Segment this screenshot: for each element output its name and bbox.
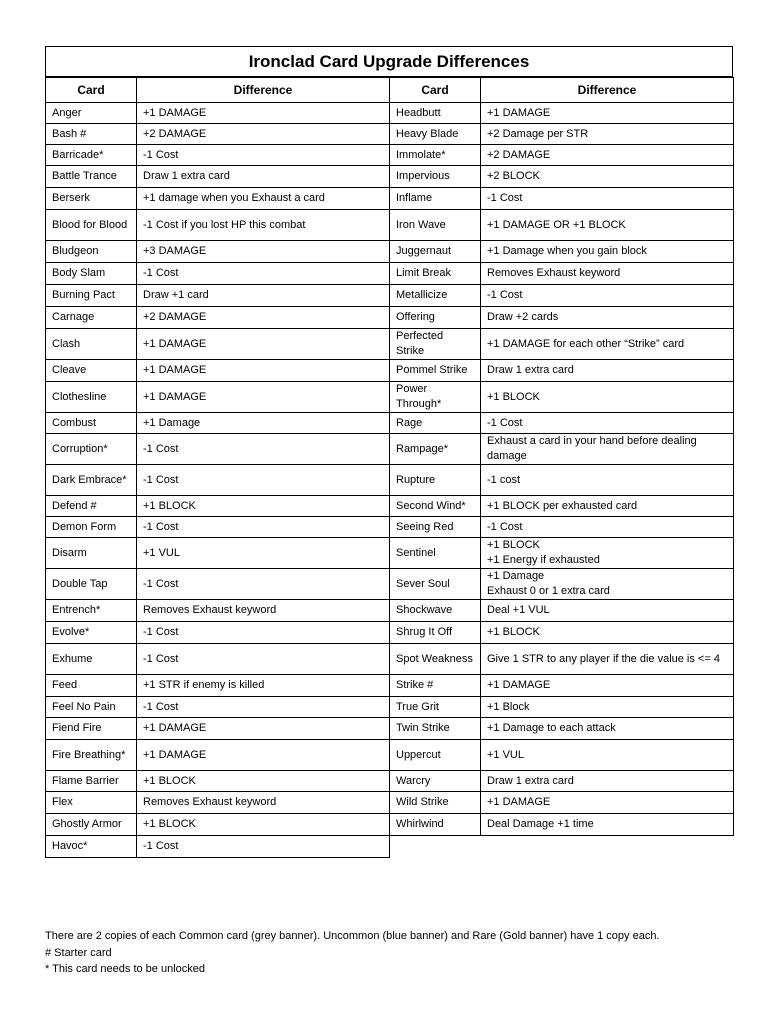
card-name-right: Immolate* — [390, 145, 481, 166]
card-name-right: Seeing Red — [390, 517, 481, 538]
card-difference-left: +1 BLOCK — [137, 771, 390, 792]
card-name-right: True Grit — [390, 697, 481, 718]
table-row — [46, 569, 734, 600]
card-difference-left: +1 VUL — [137, 538, 390, 569]
card-difference-left: Removes Exhaust keyword — [137, 792, 390, 814]
card-name-right: Perfected Strike — [390, 329, 481, 360]
card-name-right: Second Wind* — [390, 496, 481, 517]
card-difference-left: -1 Cost — [137, 622, 390, 644]
table-row — [46, 103, 734, 124]
card-difference-left: +1 STR if enemy is killed — [137, 675, 390, 697]
card-difference-right: +1 VUL — [481, 740, 734, 771]
card-difference-left: +1 damage when you Exhaust a card — [137, 188, 390, 210]
card-name-right: Sever Soul — [390, 569, 481, 600]
card-name-left: Cleave — [46, 360, 137, 382]
card-difference-left: -1 Cost — [137, 644, 390, 675]
card-difference-left: +1 BLOCK — [137, 814, 390, 836]
card-name-left: Carnage — [46, 307, 137, 329]
upgrade-sheet — [45, 46, 733, 858]
card-difference-right: +1 BLOCK — [481, 382, 734, 413]
card-difference-left: -1 Cost — [137, 263, 390, 285]
table-row — [46, 740, 734, 771]
card-difference-left: Draw +1 card — [137, 285, 390, 307]
table-row — [46, 675, 734, 697]
table-row — [46, 465, 734, 496]
card-difference-left: Removes Exhaust keyword — [137, 600, 390, 622]
table-row — [46, 382, 734, 413]
card-name-left: Feed — [46, 675, 137, 697]
card-name-left: Double Tap — [46, 569, 137, 600]
card-difference-left: -1 Cost — [137, 569, 390, 600]
card-difference-right: Draw 1 extra card — [481, 771, 734, 792]
card-difference-right: +1 DAMAGE — [481, 792, 734, 814]
card-name-right: Spot Weakness — [390, 644, 481, 675]
card-difference-left: +1 DAMAGE — [137, 103, 390, 124]
card-difference-right: +2 Damage per STR — [481, 124, 734, 145]
note-starter: # Starter card — [45, 946, 112, 959]
table-row — [46, 697, 734, 718]
card-name-right: Power Through* — [390, 382, 481, 413]
card-difference-left: -1 Cost — [137, 836, 390, 858]
card-difference-left: +1 DAMAGE — [137, 329, 390, 360]
note-unlock: * This card needs to be unlocked — [45, 963, 206, 975]
card-difference-right: -1 Cost — [481, 188, 734, 210]
table-row — [46, 413, 734, 434]
card-name-right: Metallicize — [390, 285, 481, 307]
card-difference-left: +1 Damage — [137, 413, 390, 434]
card-difference-right: Exhaust a card in your hand before dealing damage — [481, 434, 734, 465]
card-difference-right: Deal +1 VUL — [481, 600, 734, 622]
card-name-left: Combust — [46, 413, 137, 434]
card-difference-right: +1 DAMAGE for each other “Strike” card — [481, 329, 734, 360]
card-name-left: Disarm — [46, 538, 137, 569]
table-row — [46, 517, 734, 538]
card-name-left: Blood for Blood — [46, 210, 137, 241]
card-name-left: Feel No Pain — [46, 697, 137, 718]
upgrade-table — [45, 77, 734, 858]
card-name-right: Limit Break — [390, 263, 481, 285]
table-row — [46, 307, 734, 329]
table-row — [46, 538, 734, 569]
card-difference-left: +2 DAMAGE — [137, 124, 390, 145]
card-difference-left: -1 Cost — [137, 465, 390, 496]
header-difference-left: Difference — [137, 78, 390, 103]
table-row — [46, 434, 734, 465]
card-difference-left: Draw 1 extra card — [137, 166, 390, 188]
table-row — [46, 145, 734, 166]
card-name-left: Flex — [46, 792, 137, 814]
empty-cell — [390, 836, 481, 858]
table-row — [46, 836, 734, 858]
card-difference-right: +1 BLOCK — [481, 622, 734, 644]
card-difference-left: +1 BLOCK — [137, 496, 390, 517]
header-difference-right: Difference — [481, 78, 734, 103]
card-difference-right: +1 Damage to each attack — [481, 718, 734, 740]
card-name-left: Exhume — [46, 644, 137, 675]
card-difference-left: -1 Cost — [137, 697, 390, 718]
table-row — [46, 496, 734, 517]
card-name-left: Fiend Fire — [46, 718, 137, 740]
card-difference-right: +1 Damage Exhaust 0 or 1 extra card — [481, 569, 734, 600]
card-name-right: Pommel Strike — [390, 360, 481, 382]
card-name-left: Demon Form — [46, 517, 137, 538]
card-name-right: Rupture — [390, 465, 481, 496]
card-name-left: Barricade* — [46, 145, 137, 166]
card-difference-right: +2 DAMAGE — [481, 145, 734, 166]
empty-cell — [481, 836, 734, 858]
card-name-right: Strike # — [390, 675, 481, 697]
card-name-left: Entrench* — [46, 600, 137, 622]
card-name-left: Evolve* — [46, 622, 137, 644]
header-card-right: Card — [390, 78, 481, 103]
note-copies: There are 2 copies of each Common card (grey banner). Uncommon (blue banner) and Rare (Gold banner) have 1 copy each. — [45, 930, 660, 942]
card-name-left: Clash — [46, 329, 137, 360]
card-name-right: Wild Strike — [390, 792, 481, 814]
card-name-right: Iron Wave — [390, 210, 481, 241]
card-difference-left: +3 DAMAGE — [137, 241, 390, 263]
card-difference-left: -1 Cost if you lost HP this combat — [137, 210, 390, 241]
card-name-left: Dark Embrace* — [46, 465, 137, 496]
card-difference-right: +2 BLOCK — [481, 166, 734, 188]
card-name-left: Havoc* — [46, 836, 137, 858]
card-name-right: Impervious — [390, 166, 481, 188]
card-difference-right: +1 DAMAGE — [481, 675, 734, 697]
table-row — [46, 771, 734, 792]
card-name-left: Ghostly Armor — [46, 814, 137, 836]
table-row — [46, 329, 734, 360]
card-name-right: Juggernaut — [390, 241, 481, 263]
card-difference-left: +2 DAMAGE — [137, 307, 390, 329]
card-name-left: Defend # — [46, 496, 137, 517]
table-row — [46, 241, 734, 263]
card-difference-right: +1 Block — [481, 697, 734, 718]
sheet-title: Ironclad Card Upgrade Differences — [45, 46, 733, 77]
card-name-right: Twin Strike — [390, 718, 481, 740]
card-difference-right: Give 1 STR to any player if the die value is <= 4 — [481, 644, 734, 675]
table-row — [46, 285, 734, 307]
card-difference-left: +1 DAMAGE — [137, 382, 390, 413]
table-row — [46, 792, 734, 814]
card-name-left: Battle Trance — [46, 166, 137, 188]
card-name-left: Burning Pact — [46, 285, 137, 307]
card-difference-left: -1 Cost — [137, 517, 390, 538]
card-name-right: Inflame — [390, 188, 481, 210]
card-name-left: Bash # — [46, 124, 137, 145]
card-name-left: Anger — [46, 103, 137, 124]
card-name-left: Bludgeon — [46, 241, 137, 263]
card-name-left: Flame Barrier — [46, 771, 137, 792]
card-name-right: Sentinel — [390, 538, 481, 569]
card-name-right: Rage — [390, 413, 481, 434]
card-name-left: Corruption* — [46, 434, 137, 465]
table-row — [46, 622, 734, 644]
card-name-right: Whirlwind — [390, 814, 481, 836]
table-row — [46, 188, 734, 210]
card-difference-right: Draw 1 extra card — [481, 360, 734, 382]
card-difference-right: -1 Cost — [481, 285, 734, 307]
card-difference-right: Draw +2 cards — [481, 307, 734, 329]
card-difference-right: +1 DAMAGE — [481, 103, 734, 124]
card-name-left: Body Slam — [46, 263, 137, 285]
table-row — [46, 814, 734, 836]
card-difference-right: Deal Damage +1 time — [481, 814, 734, 836]
card-difference-left: -1 Cost — [137, 434, 390, 465]
card-difference-right: +1 Damage when you gain block — [481, 241, 734, 263]
card-name-left: Fire Breathing* — [46, 740, 137, 771]
table-row — [46, 210, 734, 241]
card-difference-left: +1 DAMAGE — [137, 740, 390, 771]
card-name-right: Uppercut — [390, 740, 481, 771]
header-card-left: Card — [46, 78, 137, 103]
card-difference-right: +1 BLOCK per exhausted card — [481, 496, 734, 517]
header-row — [46, 78, 734, 103]
card-difference-left: -1 Cost — [137, 145, 390, 166]
card-name-right: Offering — [390, 307, 481, 329]
footnotes — [45, 928, 660, 978]
card-name-right: Rampage* — [390, 434, 481, 465]
card-difference-right: -1 cost — [481, 465, 734, 496]
card-difference-right: -1 Cost — [481, 413, 734, 434]
card-name-right: Shockwave — [390, 600, 481, 622]
card-name-right: Shrug It Off — [390, 622, 481, 644]
card-name-left: Berserk — [46, 188, 137, 210]
table-row — [46, 166, 734, 188]
table-row — [46, 718, 734, 740]
card-difference-left: +1 DAMAGE — [137, 360, 390, 382]
card-name-right: Warcry — [390, 771, 481, 792]
card-difference-left: +1 DAMAGE — [137, 718, 390, 740]
table-row — [46, 124, 734, 145]
table-row — [46, 360, 734, 382]
card-difference-right: +1 DAMAGE OR +1 BLOCK — [481, 210, 734, 241]
table-row — [46, 644, 734, 675]
card-name-left: Clothesline — [46, 382, 137, 413]
table-row — [46, 600, 734, 622]
card-difference-right: Removes Exhaust keyword — [481, 263, 734, 285]
card-difference-right: -1 Cost — [481, 517, 734, 538]
card-name-right: Headbutt — [390, 103, 481, 124]
card-name-right: Heavy Blade — [390, 124, 481, 145]
table-row — [46, 263, 734, 285]
card-difference-right: +1 BLOCK +1 Energy if exhausted — [481, 538, 734, 569]
